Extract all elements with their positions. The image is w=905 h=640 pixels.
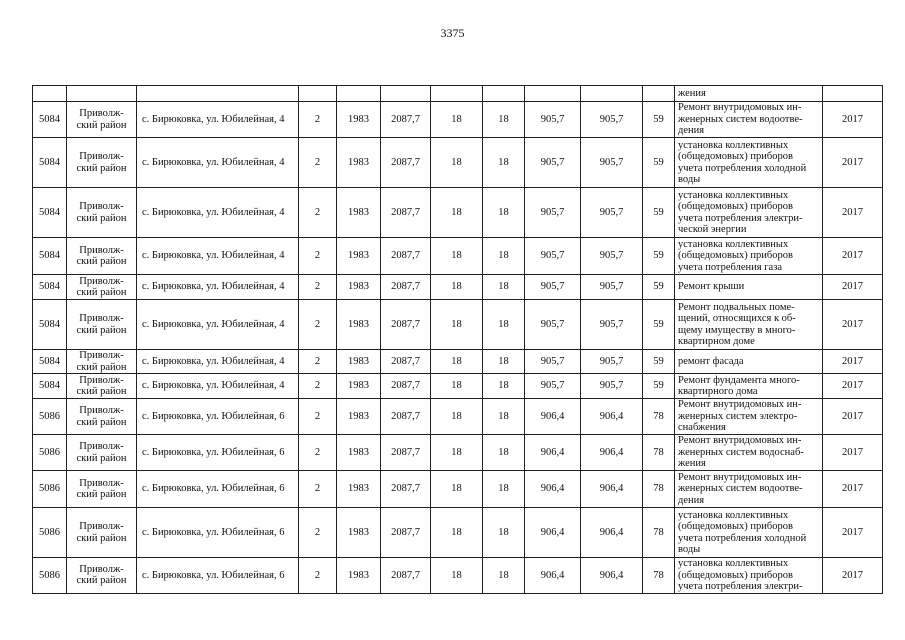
- district-cell: Приволж-ский район: [67, 435, 137, 471]
- count-cell: 18: [483, 300, 525, 350]
- area-cell: 905,7: [525, 374, 581, 399]
- house-id-cell: 5086: [33, 399, 67, 435]
- count-cell: 18: [483, 399, 525, 435]
- area-cell: 905,7: [525, 275, 581, 300]
- area-cell: 906,4: [525, 508, 581, 558]
- residents-cell: 59: [643, 238, 675, 275]
- house-id-cell: 5084: [33, 300, 67, 350]
- plan-year-cell: 2017: [823, 300, 883, 350]
- district-cell: Приволж-ский район: [67, 508, 137, 558]
- address-cell: с. Бирюковка, ул. Юбилейная, 4: [137, 350, 299, 374]
- floors-cell: 2: [299, 399, 337, 435]
- plan-year-cell: 2017: [823, 399, 883, 435]
- page-number: 3375: [440, 26, 465, 40]
- house-id-cell: 5084: [33, 275, 67, 300]
- count-cell: 18: [483, 138, 525, 188]
- residents-cell: 78: [643, 471, 675, 508]
- count-cell: 18: [431, 435, 483, 471]
- count-cell: 18: [431, 558, 483, 594]
- year-cell: 1983: [337, 471, 381, 508]
- plan-year-cell: 2017: [823, 435, 883, 471]
- table-row: [33, 508, 883, 558]
- address-cell: с. Бирюковка, ул. Юбилейная, 4: [137, 238, 299, 275]
- total-area-cell: 2087,7: [381, 138, 431, 188]
- house-id-cell: 5084: [33, 138, 67, 188]
- address-cell: с. Бирюковка, ул. Юбилейная, 6: [137, 471, 299, 508]
- repair-schedule-table: [32, 85, 883, 594]
- floors-cell: 2: [299, 300, 337, 350]
- work-type-cell: установка коллективных (общедомовых) приборов учета потребления холодной воды: [675, 508, 823, 558]
- table-row: [33, 471, 883, 508]
- count-cell: 18: [431, 350, 483, 374]
- count-cell: 18: [431, 300, 483, 350]
- table-row: [33, 558, 883, 594]
- work-type-cell: установка коллективных (общедомовых) приборов учета потребления электри-ческой энергии: [675, 188, 823, 238]
- plan-year-cell: 2017: [823, 471, 883, 508]
- table-row: [33, 138, 883, 188]
- year-cell: 1983: [337, 508, 381, 558]
- plan-year-cell: 2017: [823, 374, 883, 399]
- work-type-cell: ремонт фасада: [675, 350, 823, 374]
- district-cell: Приволж-ский район: [67, 275, 137, 300]
- year-cell: 1983: [337, 275, 381, 300]
- area-cell: 905,7: [525, 238, 581, 275]
- year-cell: 1983: [337, 300, 381, 350]
- total-area-cell: 2087,7: [381, 374, 431, 399]
- work-type-cell: Ремонт внутридомовых ин-женерных систем водоснаб-жения: [675, 435, 823, 471]
- total-area-cell: 2087,7: [381, 188, 431, 238]
- area-cell: 906,4: [525, 558, 581, 594]
- work-type-cell: установка коллективных (общедомовых) приборов учета потребления электри-: [675, 558, 823, 594]
- residents-cell: 59: [643, 374, 675, 399]
- area-cell: 905,7: [581, 102, 643, 138]
- area-cell: 906,4: [581, 558, 643, 594]
- area-cell: 905,7: [581, 275, 643, 300]
- count-cell: 18: [483, 374, 525, 399]
- floors-cell: 2: [299, 350, 337, 374]
- year-cell: 1983: [337, 435, 381, 471]
- district-cell: Приволж-ский район: [67, 188, 137, 238]
- count-cell: 18: [431, 399, 483, 435]
- count-cell: 18: [431, 238, 483, 275]
- area-cell: 906,4: [581, 399, 643, 435]
- floors-cell: 2: [299, 435, 337, 471]
- table-row: [33, 275, 883, 300]
- district-cell: Приволж-ский район: [67, 558, 137, 594]
- table-body: [33, 86, 883, 594]
- count-cell: 18: [483, 558, 525, 594]
- residents-cell: 59: [643, 275, 675, 300]
- total-area-cell: 2087,7: [381, 399, 431, 435]
- count-cell: 18: [483, 508, 525, 558]
- area-cell: 905,7: [581, 138, 643, 188]
- count-cell: 18: [483, 350, 525, 374]
- address-cell: с. Бирюковка, ул. Юбилейная, 4: [137, 188, 299, 238]
- work-type-cell: Ремонт внутридомовых ин-женерных систем водоотве-дения: [675, 471, 823, 508]
- house-id-cell: 5084: [33, 102, 67, 138]
- area-cell: 906,4: [525, 399, 581, 435]
- count-cell: 18: [431, 374, 483, 399]
- plan-year-cell: 2017: [823, 102, 883, 138]
- count-cell: 18: [431, 275, 483, 300]
- work-type-cell: установка коллективных (общедомовых) приборов учета потребления холодной воды: [675, 138, 823, 188]
- floors-cell: 2: [299, 508, 337, 558]
- floors-cell: 2: [299, 471, 337, 508]
- count-cell: 18: [431, 508, 483, 558]
- work-type-cell: жения: [675, 86, 823, 102]
- count-cell: 18: [431, 138, 483, 188]
- total-area-cell: 2087,7: [381, 471, 431, 508]
- district-cell: Приволж-ский район: [67, 138, 137, 188]
- area-cell: 905,7: [581, 300, 643, 350]
- count-cell: 18: [483, 102, 525, 138]
- total-area-cell: 2087,7: [381, 275, 431, 300]
- count-cell: 18: [483, 238, 525, 275]
- house-id-cell: 5086: [33, 471, 67, 508]
- table-row: [33, 238, 883, 275]
- district-cell: Приволж-ский район: [67, 471, 137, 508]
- area-cell: 905,7: [525, 300, 581, 350]
- work-type-cell: Ремонт внутридомовых ин-женерных систем водоотве-дения: [675, 102, 823, 138]
- house-id-cell: 5086: [33, 435, 67, 471]
- total-area-cell: 2087,7: [381, 238, 431, 275]
- residents-cell: 59: [643, 102, 675, 138]
- count-cell: 18: [431, 102, 483, 138]
- plan-year-cell: 2017: [823, 350, 883, 374]
- area-cell: 906,4: [581, 471, 643, 508]
- total-area-cell: 2087,7: [381, 300, 431, 350]
- address-cell: с. Бирюковка, ул. Юбилейная, 4: [137, 374, 299, 399]
- area-cell: 905,7: [525, 102, 581, 138]
- floors-cell: 2: [299, 275, 337, 300]
- year-cell: 1983: [337, 350, 381, 374]
- total-area-cell: 2087,7: [381, 350, 431, 374]
- residents-cell: 78: [643, 399, 675, 435]
- count-cell: 18: [431, 471, 483, 508]
- area-cell: 906,4: [525, 471, 581, 508]
- address-cell: с. Бирюковка, ул. Юбилейная, 6: [137, 508, 299, 558]
- district-cell: Приволж-ский район: [67, 300, 137, 350]
- area-cell: 905,7: [581, 374, 643, 399]
- area-cell: 905,7: [525, 350, 581, 374]
- house-id-cell: 5084: [33, 350, 67, 374]
- address-cell: с. Бирюковка, ул. Юбилейная, 4: [137, 102, 299, 138]
- year-cell: 1983: [337, 238, 381, 275]
- table-row: [33, 350, 883, 374]
- plan-year-cell: 2017: [823, 138, 883, 188]
- area-cell: 905,7: [581, 238, 643, 275]
- address-cell: с. Бирюковка, ул. Юбилейная, 6: [137, 558, 299, 594]
- house-id-cell: 5084: [33, 374, 67, 399]
- area-cell: 905,7: [525, 188, 581, 238]
- plan-year-cell: 2017: [823, 238, 883, 275]
- district-cell: Приволж-ский район: [67, 399, 137, 435]
- table-row: [33, 188, 883, 238]
- area-cell: 905,7: [581, 350, 643, 374]
- district-cell: Приволж-ский район: [67, 374, 137, 399]
- year-cell: 1983: [337, 102, 381, 138]
- district-cell: Приволж-ский район: [67, 102, 137, 138]
- address-cell: с. Бирюковка, ул. Юбилейная, 6: [137, 399, 299, 435]
- year-cell: 1983: [337, 138, 381, 188]
- district-cell: Приволж-ский район: [67, 350, 137, 374]
- district-cell: Приволж-ский район: [67, 238, 137, 275]
- residents-cell: 59: [643, 350, 675, 374]
- work-type-cell: Ремонт фундамента много-квартирного дома: [675, 374, 823, 399]
- table-row: [33, 102, 883, 138]
- residents-cell: 59: [643, 188, 675, 238]
- area-cell: 906,4: [581, 508, 643, 558]
- year-cell: 1983: [337, 188, 381, 238]
- work-type-cell: Ремонт подвальных поме-щений, относящихся к об-щему имуществу в много-квартирном доме: [675, 300, 823, 350]
- area-cell: 906,4: [525, 435, 581, 471]
- floors-cell: 2: [299, 238, 337, 275]
- area-cell: 905,7: [581, 188, 643, 238]
- total-area-cell: 2087,7: [381, 102, 431, 138]
- total-area-cell: 2087,7: [381, 435, 431, 471]
- residents-cell: 59: [643, 138, 675, 188]
- table-row: [33, 300, 883, 350]
- year-cell: 1983: [337, 558, 381, 594]
- address-cell: с. Бирюковка, ул. Юбилейная, 4: [137, 275, 299, 300]
- residents-cell: 78: [643, 558, 675, 594]
- work-type-cell: установка коллективных (общедомовых) приборов учета потребления газа: [675, 238, 823, 275]
- plan-year-cell: 2017: [823, 188, 883, 238]
- house-id-cell: 5086: [33, 508, 67, 558]
- year-cell: 1983: [337, 399, 381, 435]
- table-row: [33, 435, 883, 471]
- floors-cell: 2: [299, 558, 337, 594]
- table-row: [33, 399, 883, 435]
- count-cell: 18: [483, 471, 525, 508]
- count-cell: 18: [483, 435, 525, 471]
- floors-cell: 2: [299, 102, 337, 138]
- table-row: [33, 374, 883, 399]
- floors-cell: 2: [299, 188, 337, 238]
- area-cell: 906,4: [581, 435, 643, 471]
- count-cell: 18: [483, 275, 525, 300]
- residents-cell: 78: [643, 508, 675, 558]
- address-cell: с. Бирюковка, ул. Юбилейная, 6: [137, 435, 299, 471]
- area-cell: 905,7: [525, 138, 581, 188]
- floors-cell: 2: [299, 138, 337, 188]
- total-area-cell: 2087,7: [381, 558, 431, 594]
- plan-year-cell: 2017: [823, 558, 883, 594]
- table-row-continuation: [33, 86, 883, 102]
- floors-cell: 2: [299, 374, 337, 399]
- address-cell: с. Бирюковка, ул. Юбилейная, 4: [137, 138, 299, 188]
- work-type-cell: Ремонт крыши: [675, 275, 823, 300]
- house-id-cell: 5086: [33, 558, 67, 594]
- year-cell: 1983: [337, 374, 381, 399]
- address-cell: с. Бирюковка, ул. Юбилейная, 4: [137, 300, 299, 350]
- count-cell: 18: [483, 188, 525, 238]
- total-area-cell: 2087,7: [381, 508, 431, 558]
- residents-cell: 59: [643, 300, 675, 350]
- plan-year-cell: 2017: [823, 508, 883, 558]
- plan-year-cell: 2017: [823, 275, 883, 300]
- residents-cell: 78: [643, 435, 675, 471]
- count-cell: 18: [431, 188, 483, 238]
- house-id-cell: 5084: [33, 238, 67, 275]
- house-id-cell: 5084: [33, 188, 67, 238]
- work-type-cell: Ремонт внутридомовых ин-женерных систем электро-снабжения: [675, 399, 823, 435]
